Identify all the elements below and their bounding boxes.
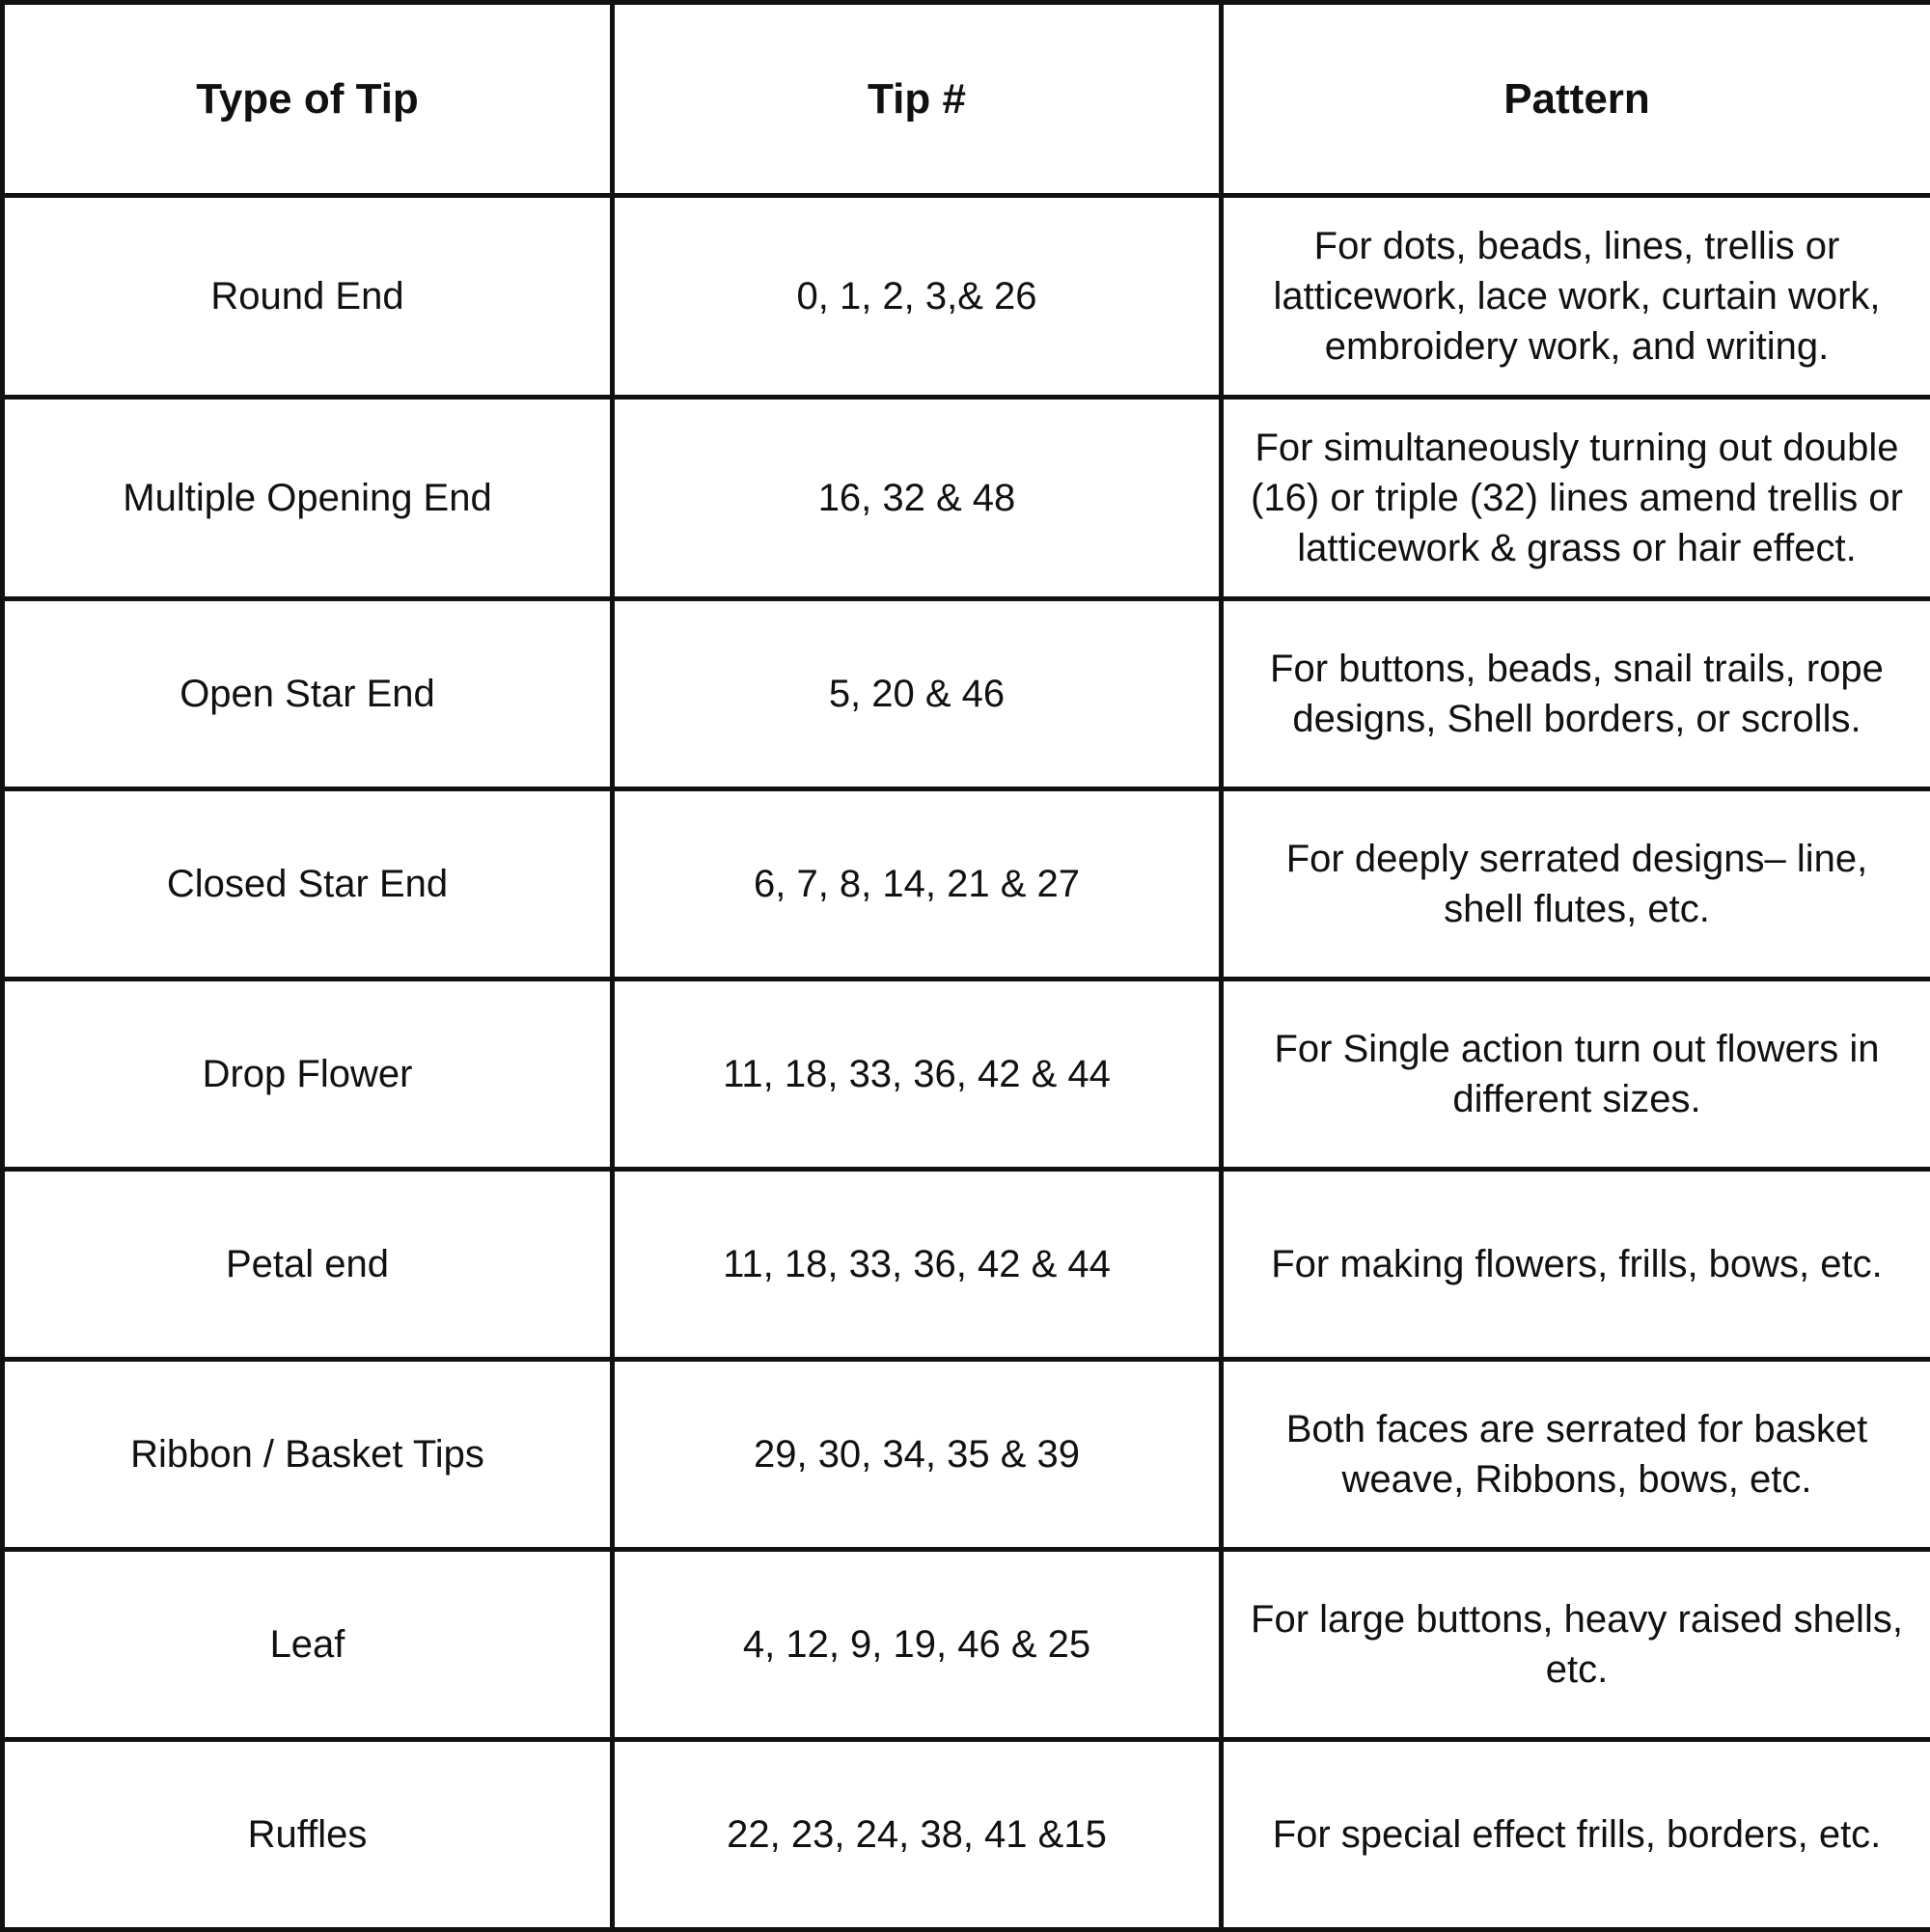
cell-tip: 11, 18, 33, 36, 42 & 44 [613,1170,1222,1360]
cell-pattern: For special effect frills, borders, etc. [1222,1740,1930,1930]
table-row [3,1170,1930,1360]
table-row [3,398,1930,599]
cell-pattern: Both faces are serrated for basket weave, Ribbons, bows, etc. [1222,1360,1930,1550]
cell-tip: 0, 1, 2, 3,& 26 [613,196,1222,398]
table-row [3,1360,1930,1550]
cell-type: Leaf [3,1550,613,1740]
cell-tip: 5, 20 & 46 [613,599,1222,789]
cell-pattern: For making flowers, frills, bows, etc. [1222,1170,1930,1360]
table-row [3,196,1930,398]
cell-pattern: For deeply serrated designs– line, shell flutes, etc. [1222,789,1930,980]
cell-type: Petal end [3,1170,613,1360]
cell-tip: 11, 18, 33, 36, 42 & 44 [613,980,1222,1170]
cell-tip: 22, 23, 24, 38, 41 &15 [613,1740,1222,1930]
cell-type: Round End [3,196,613,398]
cell-pattern: For buttons, beads, snail trails, rope designs, Shell borders, or scrolls. [1222,599,1930,789]
cell-type: Ruffles [3,1740,613,1930]
cell-type: Open Star End [3,599,613,789]
table-row [3,1740,1930,1930]
table-row [3,789,1930,980]
table-row [3,980,1930,1170]
cell-type: Closed Star End [3,789,613,980]
cell-tip: 29, 30, 34, 35 & 39 [613,1360,1222,1550]
header-type-of-tip: Type of Tip [3,3,613,196]
cell-type: Ribbon / Basket Tips [3,1360,613,1550]
table-row [3,599,1930,789]
cell-tip: 4, 12, 9, 19, 46 & 25 [613,1550,1222,1740]
cell-pattern: For dots, beads, lines, trellis or latticework, lace work, curtain work, embroidery work, and writing. [1222,196,1930,398]
header-tip-number: Tip # [613,3,1222,196]
cell-tip: 6, 7, 8, 14, 21 & 27 [613,789,1222,980]
cell-pattern: For Single action turn out flowers in different sizes. [1222,980,1930,1170]
header-pattern: Pattern [1222,3,1930,196]
cell-tip: 16, 32 & 48 [613,398,1222,599]
table-row [3,1550,1930,1740]
header-row [3,3,1930,196]
cell-type: Drop Flower [3,980,613,1170]
cell-pattern: For simultaneously turning out double (16) or triple (32) lines amend trellis or latticework & grass or hair effect. [1222,398,1930,599]
cell-type: Multiple Opening End [3,398,613,599]
cell-pattern: For large buttons, heavy raised shells, etc. [1222,1550,1930,1740]
